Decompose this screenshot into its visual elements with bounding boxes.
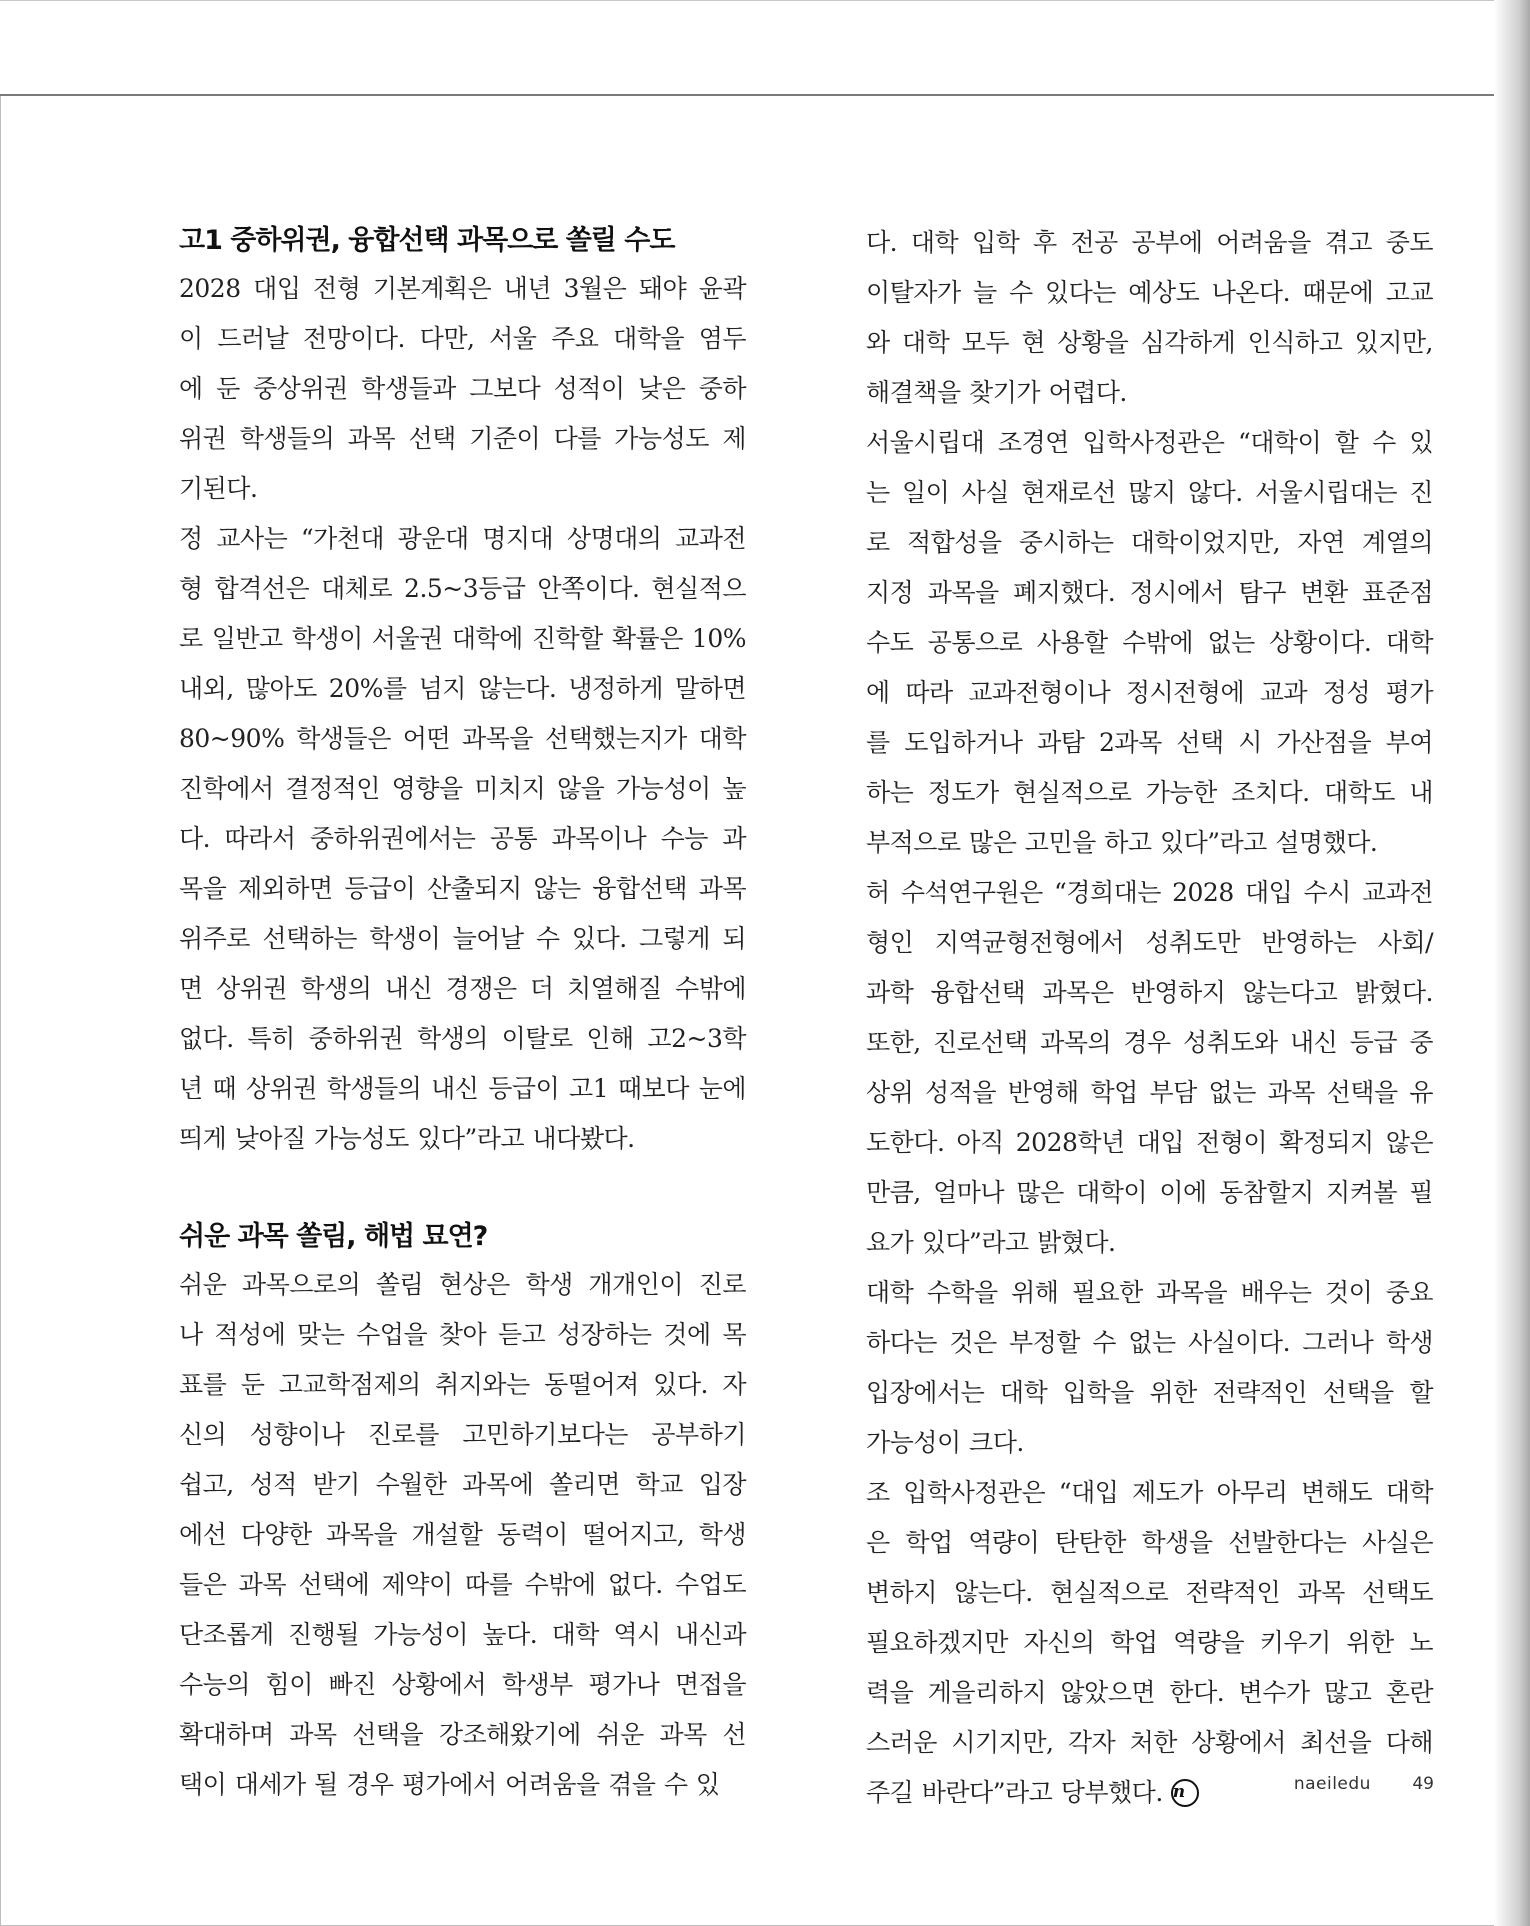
end-mark-logo: n: [1171, 1779, 1199, 1807]
page-footer: [1294, 1774, 1434, 1794]
text-line: 로 적합성을 중시하는 대학이었지만, 자연 계열의: [866, 528, 1433, 557]
text-line: 에 둔 중상위권 학생들과 그보다 성적이 낮은 중하: [179, 374, 746, 403]
text-line: 목을 제외하면 등급이 산출되지 않는 융합선택 과목: [179, 874, 746, 903]
paragraph: [866, 218, 1433, 418]
text-line: 스러운 시기지만, 각자 처한 상황에서 최선을 다해: [866, 1728, 1433, 1757]
text-line: 와 대학 모두 현 상황을 심각하게 인식하고 있지만,: [866, 328, 1433, 357]
text-line: 이탈자가 늘 수 있다는 예상도 나온다. 때문에 고교: [866, 278, 1433, 307]
section-heading-1: 고1 중하위권, 융합선택 과목으로 쏠릴 수도: [179, 225, 675, 256]
text-line: 쉽고, 성적 받기 수월한 과목에 쏠리면 학교 입장: [179, 1470, 746, 1499]
text-line: 부적으로 많은 고민을 하고 있다”라고 설명했다.: [866, 828, 1378, 857]
text-line: 진학에서 결정적인 영향을 미치지 않을 가능성이 높: [179, 774, 746, 803]
text-line: 상위 성적을 반영해 학업 부담 없는 과목 선택을 유: [866, 1078, 1433, 1107]
footer-brand: naeiledu: [1293, 1774, 1371, 1794]
text-line: 다. 대학 입학 후 전공 공부에 어려움을 겪고 중도: [866, 228, 1433, 257]
text-line: 서울시립대 조경연 입학사정관은 “대학이 할 수 있: [866, 428, 1433, 457]
text-line: 수능의 힘이 빠진 상황에서 학생부 평가나 면접을: [179, 1670, 746, 1699]
text-line: 하다는 것은 부정할 수 없는 사실이다. 그러나 학생: [866, 1328, 1433, 1357]
paragraph: [866, 1268, 1433, 1468]
text-line: 또한, 진로선택 과목의 경우 성취도와 내신 등급 중: [866, 1028, 1433, 1057]
text-line: 2028 대입 전형 기본계획은 내년 3월은 돼야 윤곽: [179, 274, 746, 303]
paragraph: [179, 264, 746, 514]
text-line: 들은 과목 선택에 제약이 따를 수밖에 없다. 수업도: [179, 1570, 746, 1599]
text-line: 도한다. 아직 2028학년 대입 전형이 확정되지 않은: [866, 1128, 1433, 1157]
text-line: 표를 둔 고교학점제의 취지와는 동떨어져 있다. 자: [179, 1370, 746, 1399]
text-line: 변하지 않는다. 현실적으로 전략적인 과목 선택도: [866, 1578, 1433, 1607]
page-header-bar: [0, 0, 1530, 96]
text-line: 년 때 상위권 학생들의 내신 등급이 고1 때보다 눈에: [179, 1074, 746, 1103]
page-number: 49: [1412, 1774, 1434, 1794]
text-line: 은 학업 역량이 탄탄한 학생을 선발한다는 사실은: [866, 1528, 1433, 1557]
section-heading-2: 쉬운 과목 쏠림, 해법 묘연?: [179, 1221, 488, 1252]
text-line: 를 도입하거나 과탐 2과목 선택 시 가산점을 부여: [866, 728, 1433, 757]
paragraph: [179, 514, 746, 1164]
text-line: 조 입학사정관은 “대입 제도가 아무리 변해도 대학: [866, 1478, 1433, 1507]
text-line: 쉬운 과목으로의 쏠림 현상은 학생 개개인이 진로: [179, 1270, 746, 1299]
text-line: 로 일반고 학생이 서울권 대학에 진학할 확률은 10%: [179, 624, 746, 653]
text-line: 하는 정도가 현실적으로 가능한 조치다. 대학도 내: [866, 778, 1433, 807]
text-line: 단조롭게 진행될 가능성이 높다. 대학 역시 내신과: [179, 1620, 746, 1649]
text-line: 이 드러날 전망이다. 다만, 서울 주요 대학을 염두: [179, 324, 746, 353]
text-line: 대학 수학을 위해 필요한 과목을 배우는 것이 중요: [866, 1278, 1433, 1307]
text-line: 에선 다양한 과목을 개설할 동력이 떨어지고, 학생: [179, 1520, 746, 1549]
paragraph: [866, 418, 1433, 868]
text-line: 주길 바란다”라고 당부했다. n: [866, 1768, 1433, 1818]
text-line: 확대하며 과목 선택을 강조해왔기에 쉬운 과목 선: [179, 1720, 746, 1749]
text-line: 면 상위권 학생의 내신 경쟁은 더 치열해질 수밖에: [179, 974, 746, 1003]
text-line: 형인 지역균형전형에서 성취도만 반영하는 사회/: [866, 928, 1433, 957]
text-line: 해결책을 찾기가 어렵다.: [866, 378, 1127, 407]
text-line: 나 적성에 맞는 수업을 찾아 듣고 성장하는 것에 목: [179, 1320, 746, 1349]
text-line: 지정 과목을 폐지했다. 정시에서 탐구 변환 표준점: [866, 578, 1433, 607]
text-line: 없다. 특히 중하위권 학생의 이탈로 인해 고2~3학: [179, 1024, 746, 1053]
text-line: 허 수석연구원은 “경희대는 2028 대입 수시 교과전: [866, 878, 1433, 907]
paragraph: [866, 1468, 1433, 1818]
paragraph: [179, 1260, 746, 1810]
text-line: 내외, 많아도 20%를 넘지 않는다. 냉정하게 말하면: [179, 674, 746, 703]
text-line: 필요하겠지만 자신의 학업 역량을 키우기 위한 노: [866, 1628, 1433, 1657]
left-column: [179, 218, 746, 1810]
text-line: 요가 있다”라고 밝혔다.: [866, 1228, 1116, 1257]
text-line: 수도 공통으로 사용할 수밖에 없는 상황이다. 대학: [866, 628, 1433, 657]
text-line: 정 교사는 “가천대 광운대 명지대 상명대의 교과전: [179, 524, 746, 553]
text-line: 기된다.: [179, 474, 258, 503]
text-line: 만큼, 얼마나 많은 대학이 이에 동참할지 지켜볼 필: [866, 1178, 1433, 1207]
text-line: 위주로 선택하는 학생이 늘어날 수 있다. 그렇게 되: [179, 924, 746, 953]
text-line: 띄게 낮아질 가능성도 있다”라고 내다봤다.: [179, 1124, 635, 1153]
text-line: 과학 융합선택 과목은 반영하지 않는다고 밝혔다.: [866, 978, 1433, 1007]
text-line: 가능성이 크다.: [866, 1428, 1024, 1457]
text-line: 80~90% 학생들은 어떤 과목을 선택했는지가 대학: [179, 724, 746, 753]
text-line: 형 합격선은 대체로 2.5~3등급 안쪽이다. 현실적으: [179, 574, 746, 603]
right-column: [866, 218, 1433, 1818]
text-line: 위권 학생들의 과목 선택 기준이 다를 가능성도 제: [179, 424, 746, 453]
text-line: 력을 게을리하지 않았으면 한다. 변수가 많고 혼란: [866, 1678, 1433, 1707]
text-line: 다. 따라서 중하위권에서는 공통 과목이나 수능 과: [179, 824, 746, 853]
text-line: 신의 성향이나 진로를 고민하기보다는 공부하기: [179, 1420, 746, 1449]
text-line: 에 따라 교과전형이나 정시전형에 교과 정성 평가: [866, 678, 1433, 707]
text-line: 는 일이 사실 현재로선 많지 않다. 서울시립대는 진: [866, 478, 1433, 507]
text-line: 택이 대세가 될 경우 평가에서 어려움을 겪을 수 있: [179, 1770, 720, 1799]
text-line: 입장에서는 대학 입학을 위한 전략적인 선택을 할: [866, 1378, 1433, 1407]
page-edge-shadow: [1494, 0, 1530, 1926]
paragraph: [866, 868, 1433, 1268]
